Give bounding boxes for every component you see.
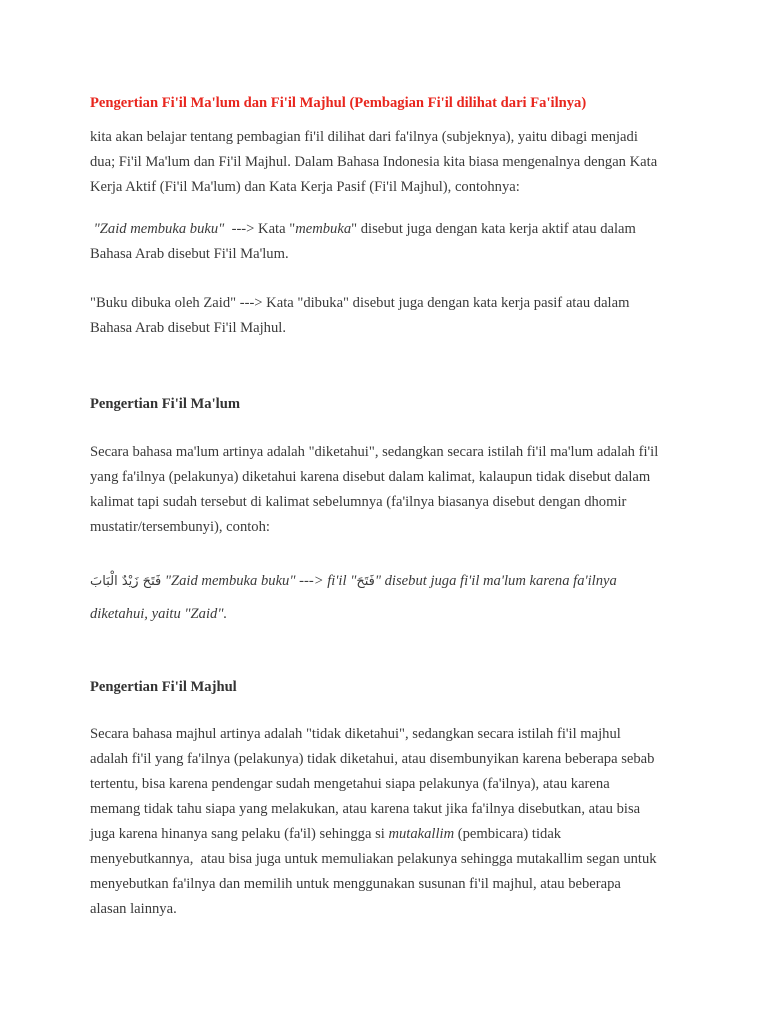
majhul-line: menyebutkan fa'ilnya dan memilih untuk menggunakan susunan fi'il majhul, atau beberapa — [90, 876, 621, 892]
intro-paragraph — [90, 125, 690, 200]
malum-line: yang fa'ilnya (pelakunya) diketahui karena disebut dalam kalimat, kalaupun tidak disebut dalam — [90, 469, 651, 485]
malum-line: Secara bahasa ma'lum artinya adalah "diketahui", sedangkan secara istilah fi'il ma'lum adalah fi'il — [90, 444, 659, 460]
example-active-word: membuka — [295, 221, 352, 237]
example-active-paragraph — [90, 217, 690, 267]
intro-line: Kerja Aktif (Fi'il Ma'lum) dan Kata Kerja Pasif (Fi'il Majhul), contohnya: — [90, 179, 520, 195]
arabic-verb: فَتَحَ — [356, 574, 375, 589]
majhul-line: juga karena hinanya sang pelaku (fa'il) sehingga si mutakallim (pembicara) tidak — [90, 826, 562, 842]
majhul-line: menyebutkannya, atau bisa juga untuk memuliakan pelakunya sehingga mutakallim segan untuk — [90, 851, 657, 867]
malum-paragraph — [90, 440, 690, 540]
malum-line: mustatir/tersembunyi), contoh: — [90, 519, 270, 535]
example-passive-line: "Buku dibuka oleh Zaid" ---> Kata "dibuka" disebut juga dengan kata kerja pasif atau dalam — [90, 295, 630, 311]
majhul-line: Secara bahasa majhul artinya adalah "tidak diketahui", sedangkan secara istilah fi'il majhul — [90, 726, 621, 742]
example-active-quote: "Zaid membuka buku" — [93, 221, 225, 237]
majhul-line: memang tidak tahu siapa yang melakukan, atau karena takut jika fa'ilnya disebutkan, atau bisa — [90, 801, 641, 817]
heading-fiil-malum: Pengertian Fi'il Ma'lum — [90, 396, 240, 412]
intro-line: kita akan belajar tentang pembagian fi'il dilihat dari fa'ilnya (subjeknya), yaitu dibagi menjadi — [90, 129, 638, 145]
arabic-sentence: فَتَحَ زَيْدٌ الْبَابَ — [90, 574, 162, 589]
majhul-line: adalah fi'il yang fa'ilnya (pelakunya) tidak diketahui, atau disembunyikan karena beberapa sebab — [90, 751, 655, 767]
example-active-arrow: ---> Kata " — [224, 221, 296, 237]
majhul-line: alasan lainnya. — [90, 901, 177, 917]
malum-line: kalimat tapi sudah tersebut di kalimat sebelumnya (fa'ilnya biasanya disebut dengan dhomir — [90, 494, 627, 510]
malum-example-paragraph — [90, 565, 690, 630]
example-active-line — [90, 217, 690, 242]
malum-example-text2: " disebut juga fi'il ma'lum karena fa'ilnya — [374, 573, 617, 589]
document-title: Pengertian Fi'il Ma'lum dan Fi'il Majhul (Pembagian Fi'il dilihat dari Fa'ilnya) — [90, 95, 587, 111]
malum-example-line — [90, 565, 690, 598]
majhul-line: tertentu, bisa karena pendengar sudah mengetahui siapa pelakunya (fa'ilnya), atau karena — [90, 776, 610, 792]
example-active-line2: Bahasa Arab disebut Fi'il Ma'lum. — [90, 246, 289, 262]
majhul-paragraph — [90, 722, 690, 922]
example-passive-paragraph — [90, 291, 690, 341]
heading-fiil-majhul: Pengertian Fi'il Majhul — [90, 679, 237, 695]
intro-line: dua; Fi'il Ma'lum dan Fi'il Majhul. Dalam Bahasa Indonesia kita biasa mengenalnya dengan Kata — [90, 154, 658, 170]
malum-example-text1: "Zaid membuka buku" ---> fi'il " — [161, 573, 357, 589]
malum-example-line2: diketahui, yaitu "Zaid". — [90, 606, 228, 622]
mutakallim-term: mutakallim — [388, 826, 455, 842]
example-active-rest: " disebut juga dengan kata kerja aktif atau dalam — [351, 221, 636, 237]
example-passive-line: Bahasa Arab disebut Fi'il Majhul. — [90, 320, 286, 336]
